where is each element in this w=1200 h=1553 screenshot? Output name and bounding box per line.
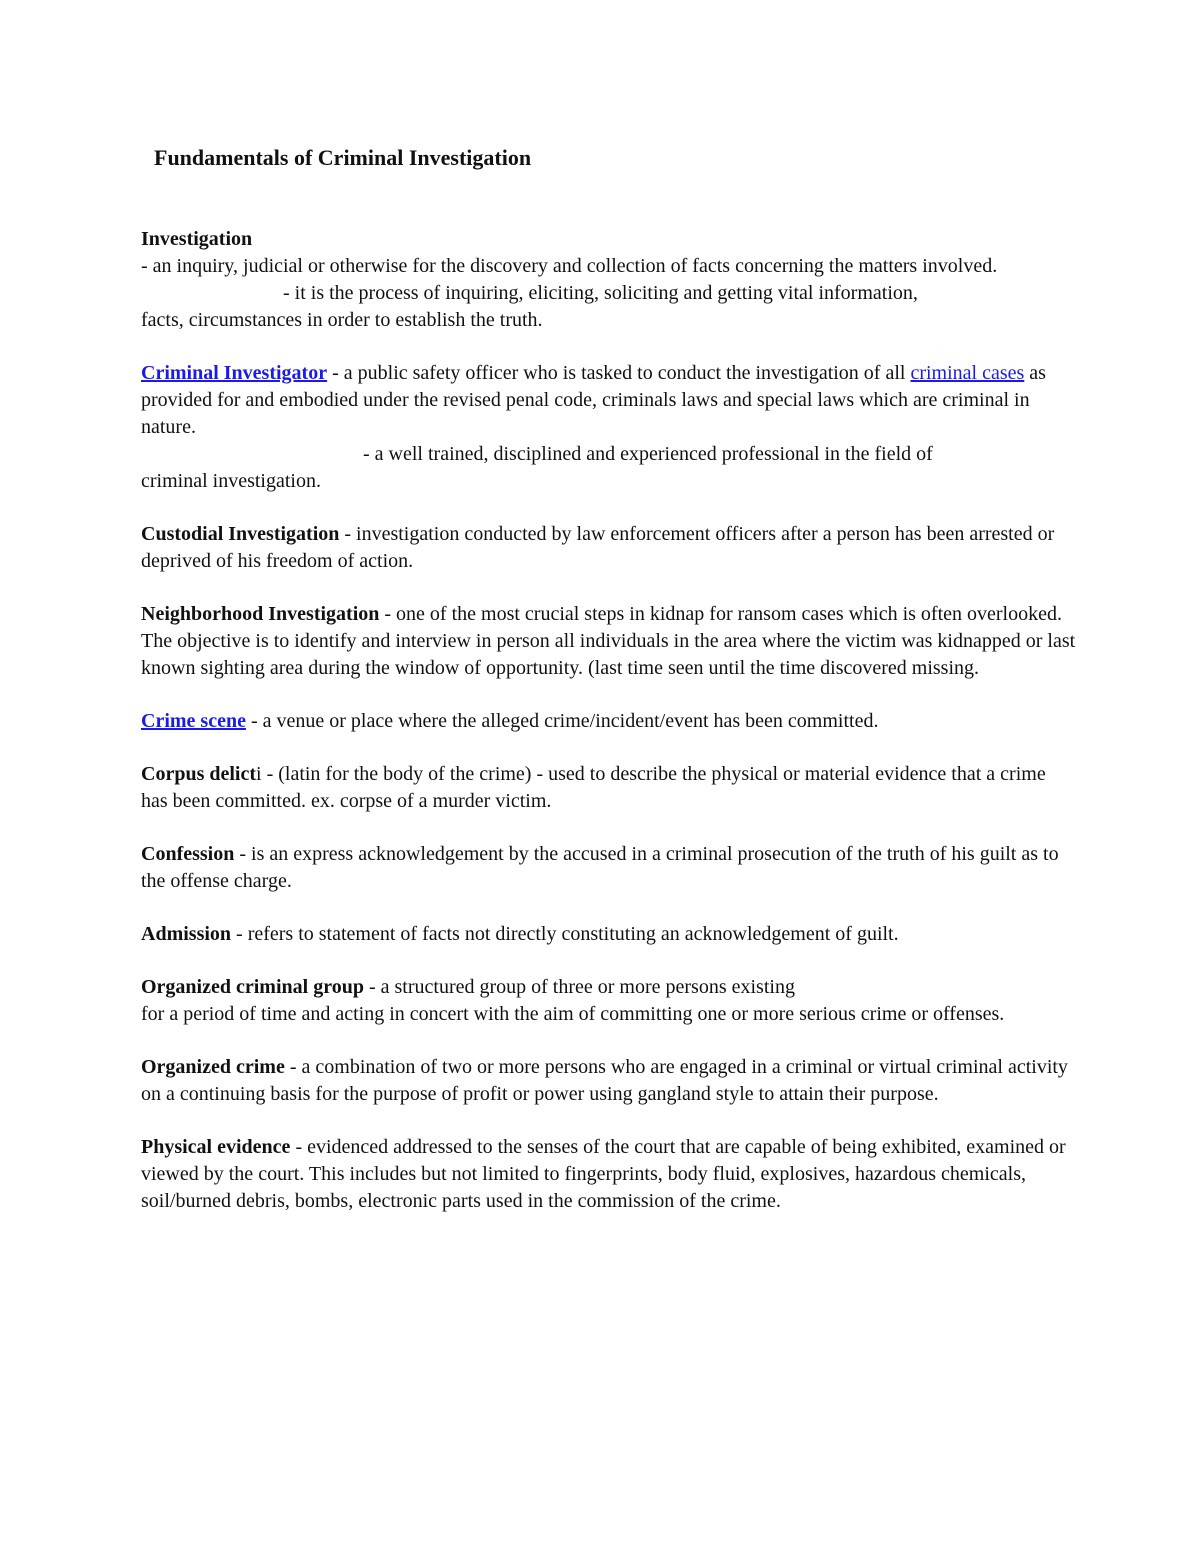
term-corpus-delicti: Corpus delict — [141, 763, 256, 785]
page-title: Fundamentals of Criminal Investigation — [154, 145, 532, 170]
criminal-investigator-definition-b: as provided for and embodied under the revised penal code, criminals laws and special laws which are criminal in nature. — [141, 362, 1046, 438]
document-body — [141, 226, 1076, 1215]
criminal-investigator-definition-a: - a public safety officer who is tasked to conduct the investigation of all — [327, 362, 906, 384]
confession-definition: - is an express acknowledgement by the accused in a criminal prosecution of the truth of his guilt as to the offense charge. — [141, 843, 1059, 892]
admission-definition: - refers to statement of facts not directly constituting an acknowledgement of guilt. — [231, 923, 899, 945]
admission-entry — [141, 921, 1076, 948]
spacer — [141, 895, 1076, 921]
investigation-definition-2a: - it is the process of inquiring, eliciting, soliciting and getting vital information, — [283, 282, 918, 304]
term-investigation: Investigation — [141, 228, 253, 250]
term-neighborhood-investigation: Neighborhood Investigation — [141, 603, 380, 625]
organized-crime-entry — [141, 1054, 1076, 1108]
neighborhood-investigation-entry — [141, 601, 1076, 682]
corpus-delicti-entry — [141, 761, 1076, 815]
spacer — [141, 948, 1076, 974]
custodial-investigation-definition: - investigation conducted by law enforcement officers after a person has been arrested or deprived of his freedom of action. — [141, 523, 1055, 572]
spacer — [141, 815, 1076, 841]
criminal-investigator-entry — [141, 360, 1076, 441]
corpus-delicti-definition: - (latin for the body of the crime) - used to describe the physical or material evidence that a crime has been committed. ex. corpse of a murder victim. — [141, 763, 1046, 812]
physical-evidence-definition: - evidenced addressed to the senses of the court that are capable of being exhibited, examined or viewed by the court. This includes but not limited to fingerprints, body fluid, explosives, hazardous chemicals, soil/burned debris, bombs, electronic parts used in the commission of the crime. — [141, 1136, 1066, 1212]
organized-criminal-group-definition-b: for a period of time and acting in concert with the aim of committing one or more serious crime or offenses. — [141, 1003, 1005, 1025]
spacer — [141, 735, 1076, 761]
crime-scene-link[interactable]: Crime scene — [141, 710, 246, 732]
criminal-investigator-link[interactable]: Criminal Investigator — [141, 362, 328, 384]
custodial-investigation-entry — [141, 521, 1076, 575]
neighborhood-investigation-definition: - one of the most crucial steps in kidnap for ransom cases which is often overlooked. The objective is to identify and interview in person all individuals in the area where the victim was kidnapped or last known sighting area during the window of opportunity. (last time seen until the time discovered missing. — [141, 603, 1076, 679]
term-admission: Admission — [141, 923, 232, 945]
investigation-definition-2b: facts, circumstances in order to establish the truth. — [141, 309, 543, 331]
investigation-definition-1: - an inquiry, judicial or otherwise for the discovery and collection of facts concerning the matters involved. — [141, 255, 998, 277]
confession-entry — [141, 841, 1076, 895]
criminal-investigator-definition-2b: criminal investigation. — [141, 470, 321, 492]
term-custodial-investigation: Custodial Investigation — [141, 523, 340, 545]
spacer — [141, 495, 1076, 521]
spacer — [141, 1028, 1076, 1054]
term-organized-crime: Organized crime — [141, 1056, 285, 1078]
term-organized-criminal-group: Organized criminal group — [141, 976, 364, 998]
spacer — [141, 334, 1076, 360]
criminal-cases-link[interactable]: criminal cases — [910, 362, 1025, 384]
organized-crime-definition: - a combination of two or more persons who are engaged in a criminal or virtual criminal activity on a continuing basis for the purpose of profit or power using gangland style to attain their purpose. — [141, 1056, 1068, 1105]
crime-scene-entry — [141, 708, 1076, 735]
organized-criminal-group-entry — [141, 974, 1076, 1001]
criminal-investigator-definition-2a: - a well trained, disciplined and experienced professional in the field of — [363, 443, 933, 465]
term-confession: Confession — [141, 843, 235, 865]
investigation-heading — [141, 226, 1076, 253]
term-corpus-delicti-suffix: i — [256, 763, 262, 785]
term-physical-evidence: Physical evidence — [141, 1136, 291, 1158]
organized-criminal-group-definition-a: - a structured group of three or more persons existing — [363, 976, 795, 998]
spacer — [141, 575, 1076, 601]
crime-scene-definition: - a venue or place where the alleged crime/incident/event has been committed. — [245, 710, 879, 732]
spacer — [141, 682, 1076, 708]
spacer — [141, 1108, 1076, 1134]
physical-evidence-entry — [141, 1134, 1076, 1215]
